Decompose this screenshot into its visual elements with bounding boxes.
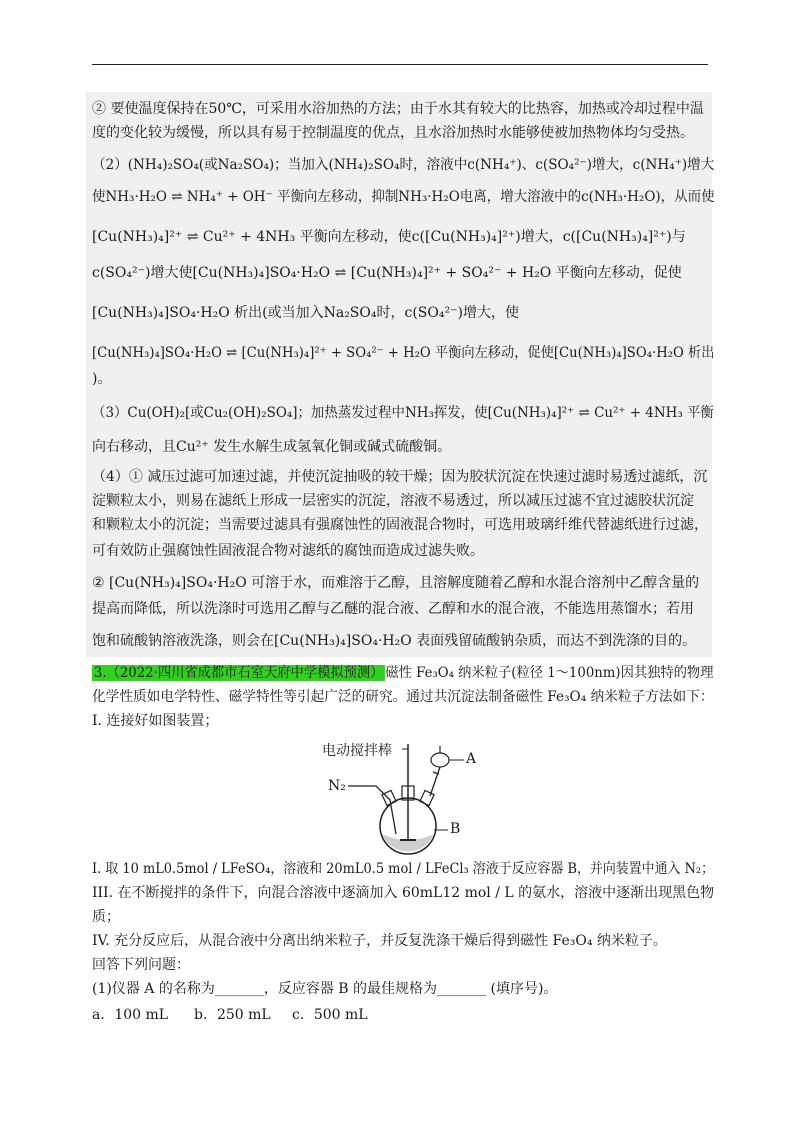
answer-line: [Cu(NH₃)₄]SO₄·H₂O ⇌ [Cu(NH₃)₄]²⁺ + SO₄²⁻ + H₂O 平衡向左移动，促使[Cu(NH₃)₄]SO₄·H₂O 析出: [92, 345, 715, 361]
label-n2: N₂: [328, 778, 346, 794]
answer-line: )。: [92, 371, 112, 387]
option-a: a．100 mL: [92, 1007, 169, 1023]
question-intro-1: 磁性 Fe₃O₄ 纳米粒子(粒径 1～100nm)因其独特的物理: [385, 665, 714, 681]
answer-line: 度的变化较为缓慢，所以具有易于控制温度的优点，且水浴加热时水能够使被加热物体均匀受热。: [92, 125, 694, 141]
option-b: b．250 mL: [194, 1007, 271, 1023]
answer-line: 可有效防止强腐蚀性固液混合物对滤纸的腐蚀而造成过滤失败。: [92, 543, 484, 559]
answer-line: 使NH₃·H₂O ⇌ NH₄⁺ + OH⁻ 平衡向左移动，抑制NH₃·H₂O电离，增大溶液中的c(NH₃·H₂O)，从而使: [92, 189, 715, 205]
step-3b: 质；: [92, 909, 120, 925]
step-2: I. 取 10 mL0.5mol / LFeSO₄，溶液和 20mL0.5 mol / LFeCl₃ 溶液于反应容器 B，并向装置中通入 N₂；: [92, 861, 715, 877]
answer-line: （4）① 减压过滤可加速过滤，并使沉淀抽吸的较干燥；因为胶状沉淀在快速过滤时易透过滤纸，沉: [92, 469, 708, 485]
step-4: IV. 充分反应后，从混合液中分离出纳米粒子，并反复洗涤干燥后得到磁性 Fe₃O₄ 纳米粒子。: [92, 933, 667, 949]
question-source-tag: 3.（2022·四川省成都市石室天府中学模拟预测）: [93, 665, 384, 681]
step-3a: III. 在不断搅拌的条件下，向混合溶液中逐滴加入 60mL12 mol / L 的氨水，溶液中逐渐出现黑色物: [92, 885, 715, 901]
answer-line: （2）(NH₄)₂SO₄(或Na₂SO₄)；当加入(NH₄)₂SO₄时，溶液中c(NH₄⁺)、c(SO₄²⁻)增大，c(NH₄⁺)增大: [92, 157, 715, 173]
answer-line: 饱和硫酸钠溶液洗涤，则会在[Cu(NH₃)₄]SO₄·H₂O 表面残留硫酸钠杂质，而达不到洗涤的目的。: [92, 633, 697, 649]
header-rule: [92, 64, 708, 65]
answer-line: ② [Cu(NH₃)₄]SO₄·H₂O 可溶于水，而难溶于乙醇，且溶解度随着乙醇和水混合溶剂中乙醇含量的: [92, 575, 700, 591]
label-b: B: [450, 821, 461, 837]
sub-question-1: (1)仪器 A 的名称为_______，反应容器 B 的最佳规格为_______ (填序号)。: [92, 981, 558, 997]
question-intro-2: 化学性质如电学特性、磁学特性等引起广泛的研究。通过共沉淀法制备磁性 Fe₃O₄ 纳米粒子方法如下：: [92, 689, 714, 705]
step-1: I. 连接好如图装置；: [92, 713, 219, 729]
label-stirrer: 电动搅拌棒: [322, 743, 392, 759]
answer-line: （3）Cu(OH)₂[或Cu₂(OH)₂SO₄]；加热蒸发过程中NH₃挥发，使[Cu(NH₃)₄]²⁺ ⇌ Cu²⁺ + 4NH₃ 平衡: [92, 405, 714, 421]
answer-prompt: 回答下列问题：: [92, 957, 190, 973]
answer-line: 淀颗粒太小，则易在滤纸上形成一层密实的沉淀，溶液不易透过，所以减压过滤不宜过滤胶状沉淀: [92, 493, 694, 509]
answer-line: [Cu(NH₃)₄]SO₄·H₂O 析出(或当加入Na₂SO₄时，c(SO₄²⁻)增大，使: [92, 305, 519, 321]
answer-line: [Cu(NH₃)₄]²⁺ ⇌ Cu²⁺ + 4NH₃ 平衡向左移动，使c([Cu(NH₃)₄]²⁺)增大，c([Cu(NH₃)₄]²⁺)与: [92, 229, 686, 245]
answer-line: ② 要使温度保持在50℃，可采用水浴加热的方法；由于水其有较大的比热容，加热或冷却过程中温: [92, 101, 704, 117]
answer-line: 提高而降低，所以洗涤时可选用乙醇与乙醚的混合液、乙醇和水的混合液，不能选用蒸馏水；若用: [92, 601, 694, 617]
question-3-line-1: [92, 662, 713, 682]
option-c: c．500 mL: [292, 1007, 368, 1023]
answer-line: 和颗粒太小的沉淀；当需要过滤具有强腐蚀性的固液混合物时，可选用玻璃纤维代替滤纸进行过滤，: [92, 517, 708, 533]
answer-line: 向右移动，且Cu²⁺ 发生水解生成氢氧化铜或碱式硫酸铜。: [92, 439, 452, 455]
label-a: A: [466, 751, 477, 767]
answer-line: c(SO₄²⁻)增大使[Cu(NH₃)₄]SO₄·H₂O ⇌ [Cu(NH₃)₄]²⁺ + SO₄²⁻ + H₂O 平衡向左移动，促使: [92, 265, 682, 281]
